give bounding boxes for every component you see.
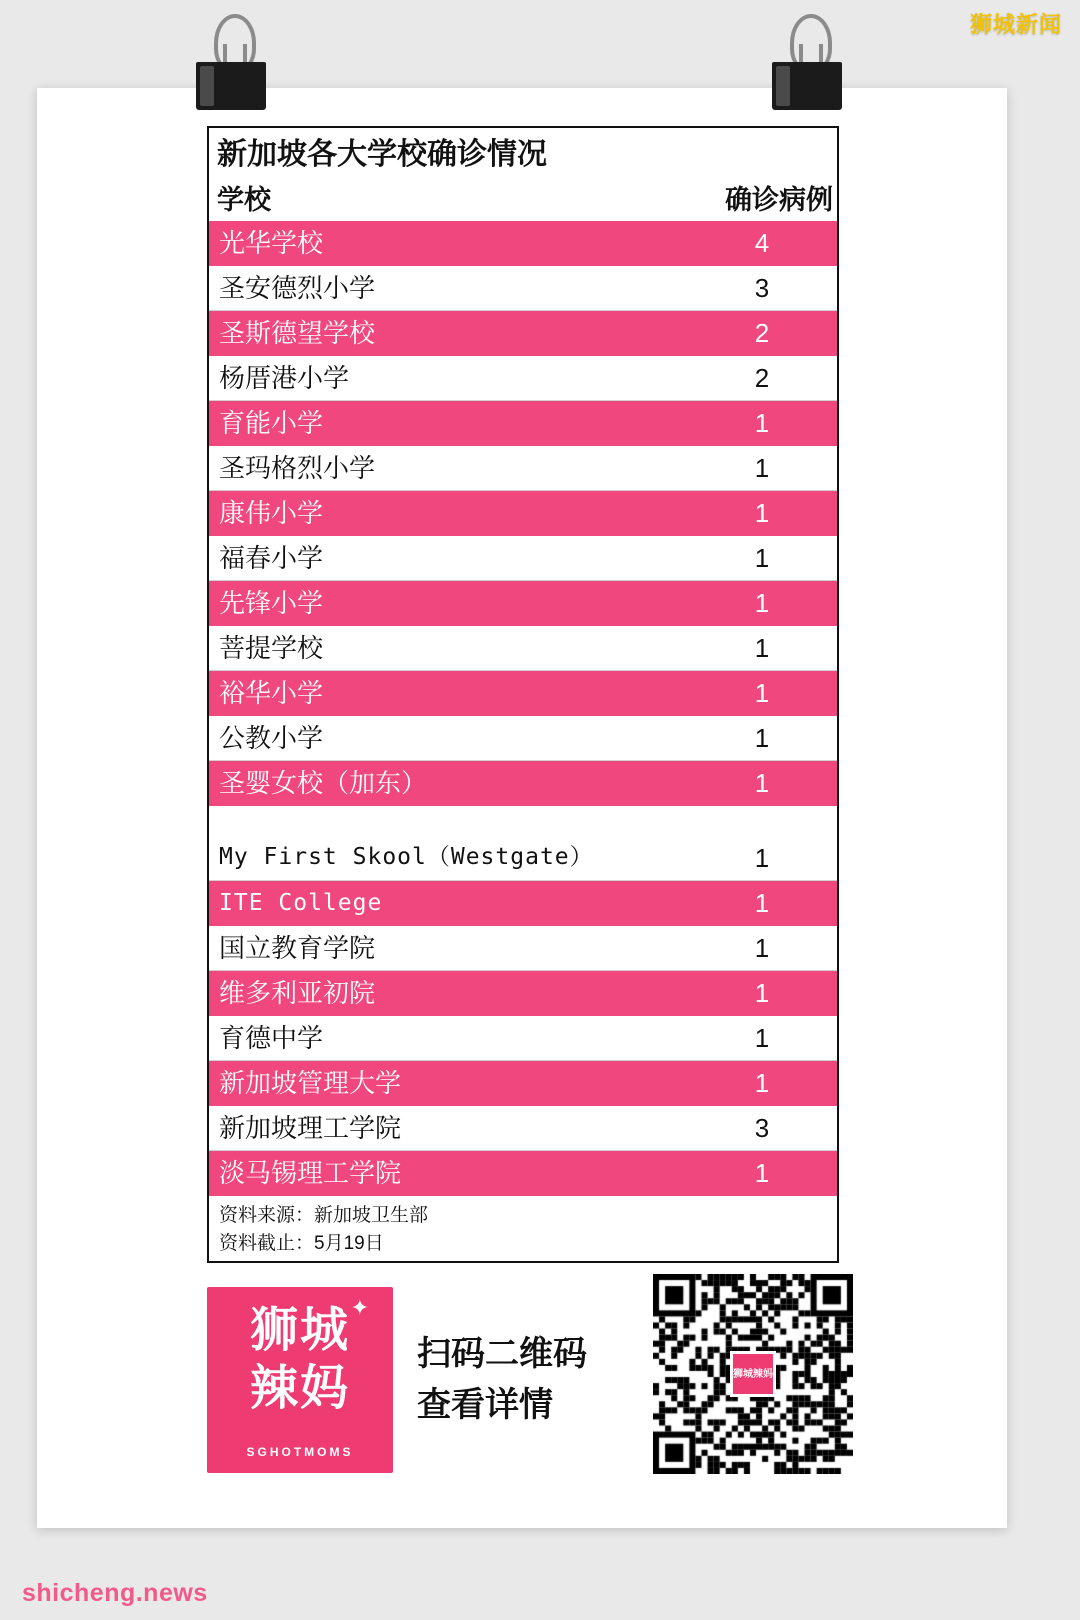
table-row (209, 491, 837, 536)
table-row (209, 1016, 837, 1061)
table-body (209, 221, 837, 1196)
school-name: 康伟小学 (219, 498, 324, 528)
school-name: 育德中学 (219, 1022, 324, 1053)
binder-clip-left (196, 14, 266, 110)
school-name: 维多利亚初院 (219, 978, 376, 1008)
table-row (209, 836, 837, 881)
school-name: 裕华小学 (219, 678, 324, 708)
school-name: ITE College (219, 889, 383, 916)
case-count: 2 (754, 362, 770, 393)
clip-body (772, 62, 842, 110)
case-count: 3 (754, 272, 770, 303)
case-count: 1 (754, 1158, 770, 1188)
cases-table (207, 126, 839, 1263)
table-footnotes (209, 1196, 837, 1261)
case-count: 2 (754, 318, 770, 348)
source-note: 资料来源：新加坡卫生部 (219, 1204, 429, 1226)
school-name: 育能小学 (219, 408, 324, 438)
column-header-cases: 确诊病例 (725, 184, 833, 215)
case-count: 1 (754, 632, 770, 663)
table-row (209, 401, 837, 446)
school-name: 淡马锡理工学院 (219, 1158, 402, 1188)
school-name: 新加坡理工学院 (219, 1112, 402, 1143)
table-row-spacer (209, 806, 837, 836)
table-row (209, 536, 837, 581)
table-row (209, 446, 837, 491)
case-count: 1 (754, 1022, 770, 1053)
binder-clip-right (772, 14, 842, 110)
logo-subtitle: SGHOTMOMS (246, 1445, 354, 1459)
school-name: 新加坡管理大学 (219, 1068, 402, 1098)
school-name: My First Skool（Westgate） (219, 844, 594, 870)
case-count: 1 (754, 408, 770, 438)
column-header-school: 学校 (217, 184, 271, 215)
clip-body (196, 62, 266, 110)
case-count: 3 (754, 1112, 770, 1143)
poster-page (37, 88, 1007, 1528)
table-header (209, 178, 837, 221)
table-title: 新加坡各大学校确诊情况 (217, 138, 547, 171)
watermark-label: 狮城新闻 (969, 12, 1062, 37)
case-count: 1 (754, 1068, 770, 1098)
school-name: 公教小学 (219, 722, 324, 753)
cta-line-2: 查看详情 (417, 1386, 553, 1424)
case-count: 1 (754, 542, 770, 573)
school-name: 光华学校 (219, 228, 324, 258)
case-count: 4 (754, 228, 770, 258)
qr-code[interactable] (653, 1274, 853, 1474)
cta-line-1: 扫码二维码 (417, 1335, 587, 1373)
table-row (209, 1061, 837, 1106)
school-name: 国立教育学院 (219, 932, 376, 963)
case-count: 1 (754, 978, 770, 1008)
case-count: 1 (754, 842, 770, 873)
school-name: 圣斯德望学校 (219, 318, 376, 348)
school-name: 圣玛格烈小学 (219, 452, 376, 483)
table-row (209, 1151, 837, 1196)
table-row (209, 716, 837, 761)
case-count: 1 (754, 768, 770, 798)
table-row (209, 266, 837, 311)
school-name: 圣婴女校（加东） (219, 768, 428, 798)
case-count: 1 (754, 498, 770, 528)
case-count: 1 (754, 678, 770, 708)
table-row (209, 926, 837, 971)
table-row (209, 671, 837, 716)
school-name: 菩提学校 (219, 632, 324, 663)
cutoff-note: 资料截止：5月19日 (219, 1233, 384, 1254)
case-count: 1 (754, 588, 770, 618)
table-row (209, 581, 837, 626)
scan-cta (417, 1329, 587, 1431)
table-row (209, 356, 837, 401)
table-row (209, 311, 837, 356)
school-name: 先锋小学 (219, 588, 324, 618)
case-count: 1 (754, 888, 770, 918)
logo-line-1: 狮城 (249, 1304, 350, 1357)
case-count: 1 (754, 932, 770, 963)
table-row (209, 761, 837, 806)
table-row (209, 1106, 837, 1151)
case-count: 1 (754, 452, 770, 483)
qr-center-badge: 狮城辣妈 (730, 1351, 776, 1397)
table-row (209, 881, 837, 926)
star-icon: ✦ (350, 1295, 369, 1320)
school-name: 福春小学 (219, 542, 324, 573)
table-row (209, 626, 837, 671)
school-name: 杨厝港小学 (219, 362, 350, 393)
case-count: 1 (754, 722, 770, 753)
logo-line-2: 辣妈 (249, 1362, 350, 1415)
table-row (209, 971, 837, 1016)
site-tag: shicheng.news (22, 1579, 208, 1607)
table-row (209, 221, 837, 266)
school-name: 圣安德烈小学 (219, 272, 376, 303)
sghotmoms-logo (207, 1287, 393, 1473)
